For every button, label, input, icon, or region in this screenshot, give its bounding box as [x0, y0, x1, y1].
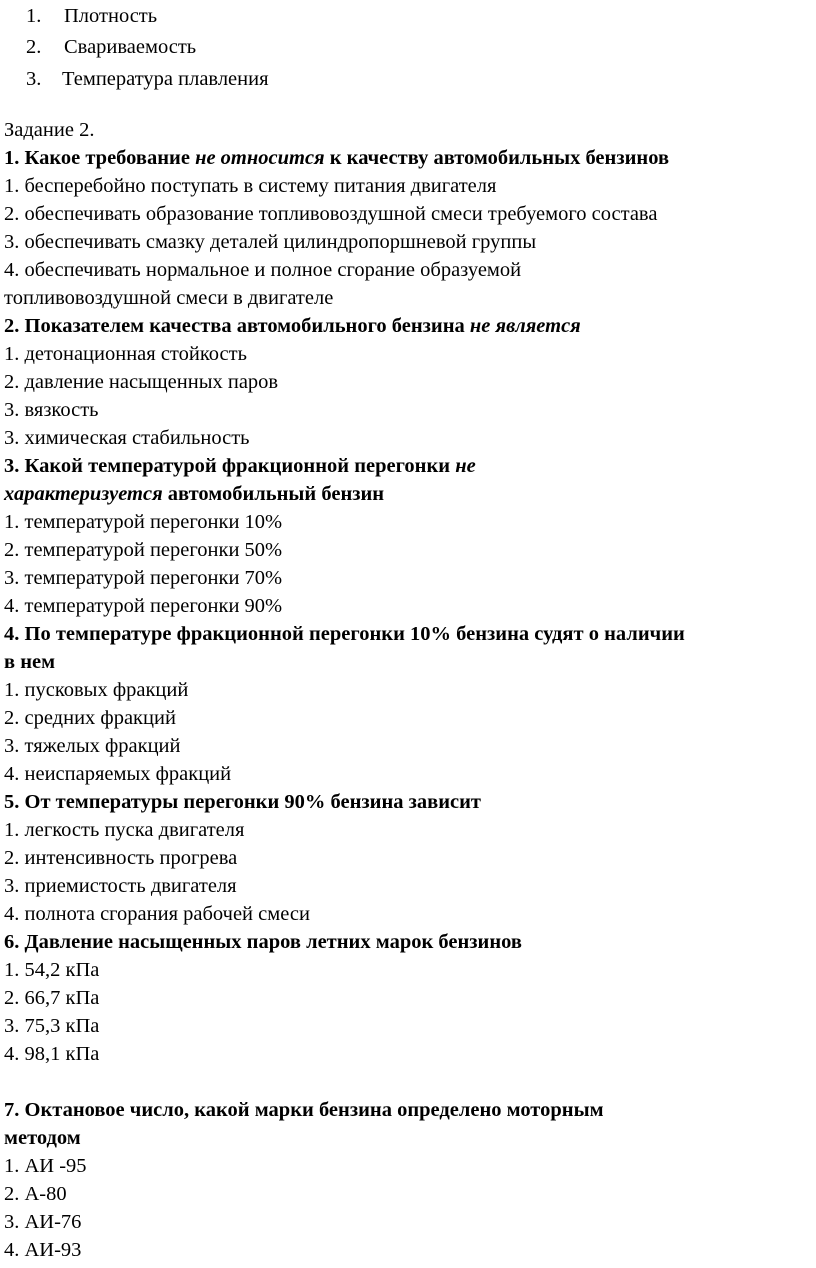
answer-option: 3. приемистость двигателя — [4, 875, 237, 897]
task-title: Задание 2. — [4, 119, 95, 141]
question-7: 7. Октановое число, какой марки бензина определено моторным — [4, 1099, 604, 1121]
answer-option: 1. температурой перегонки 10% — [4, 511, 283, 533]
question-emphasis: не — [455, 455, 476, 477]
question-3: 3. Какой температурой фракционной перегонки не — [4, 455, 476, 477]
question-5: 5. От температуры перегонки 90% бензина зависит — [4, 791, 482, 813]
question-7-continued: методом — [4, 1127, 81, 1149]
answer-option: 4. температурой перегонки 90% — [4, 595, 283, 617]
answer-option: 3. вязкость — [4, 399, 99, 421]
question-emphasis: не относится — [195, 147, 325, 169]
intro-list-item — [26, 35, 196, 59]
answer-option: 4. 98,1 кПа — [4, 1043, 100, 1065]
answer-option: 4. АИ-93 — [4, 1239, 82, 1261]
answer-option: 1. бесперебойно поступать в систему питания двигателя — [4, 175, 497, 197]
answer-option: 2. средних фракций — [4, 707, 176, 729]
question-6: 6. Давление насыщенных паров летних марок бензинов — [4, 931, 522, 953]
answer-option: 2. интенсивность прогрева — [4, 847, 238, 869]
answer-option: 1. АИ -95 — [4, 1155, 87, 1177]
answer-option: 2. температурой перегонки 50% — [4, 539, 283, 561]
answer-option: 2. А-80 — [4, 1183, 67, 1205]
question-2: 2. Показателем качества автомобильного бензина не является — [4, 315, 581, 337]
intro-list-text: Плотность — [64, 5, 158, 27]
answer-option: 4. неиспаряемых фракций — [4, 763, 232, 785]
answer-option: 4. обеспечивать нормальное и полное сгорание образуемой — [4, 259, 522, 281]
intro-list-text: Температура плавления — [62, 68, 269, 90]
question-4-continued: в нем — [4, 651, 56, 673]
answer-option-continued: топливовоздушной смеси в двигателе — [4, 287, 334, 309]
question-4: 4. По температуре фракционной перегонки 10% бензина судят о наличии — [4, 623, 685, 645]
intro-list-item — [26, 67, 269, 91]
intro-list-item — [26, 4, 157, 28]
intro-list-text: Свариваемость — [64, 36, 197, 58]
intro-list-number: 1. — [26, 5, 42, 27]
question-3-continued: характеризуется автомобильный бензин — [4, 483, 385, 505]
answer-option: 1. 54,2 кПа — [4, 959, 100, 981]
answer-option: 3. тяжелых фракций — [4, 735, 181, 757]
intro-list-number: 3. — [26, 68, 42, 90]
question-1: 1. Какое требование не относится к качеству автомобильных бензинов — [4, 147, 670, 169]
answer-option: 2. 66,7 кПа — [4, 987, 100, 1009]
answer-option: 3. температурой перегонки 70% — [4, 567, 283, 589]
answer-option: 2. обеспечивать образование топливовоздушной смеси требуемого состава — [4, 203, 658, 225]
answer-option: 3. 75,3 кПа — [4, 1015, 100, 1037]
answer-option: 1. пусковых фракций — [4, 679, 189, 701]
answer-option: 4. полнота сгорания рабочей смеси — [4, 903, 310, 925]
answer-option: 3. АИ-76 — [4, 1211, 82, 1233]
answer-option: 3. химическая стабильность — [4, 427, 250, 449]
intro-list-number: 2. — [26, 36, 42, 58]
question-emphasis: характеризуется — [4, 483, 163, 505]
question-emphasis: не является — [469, 315, 581, 337]
answer-option: 1. легкость пуска двигателя — [4, 819, 245, 841]
answer-option: 2. давление насыщенных паров — [4, 371, 279, 393]
answer-option: 3. обеспечивать смазку деталей цилиндропоршневой группы — [4, 231, 537, 253]
answer-option: 1. детонационная стойкость — [4, 343, 247, 365]
